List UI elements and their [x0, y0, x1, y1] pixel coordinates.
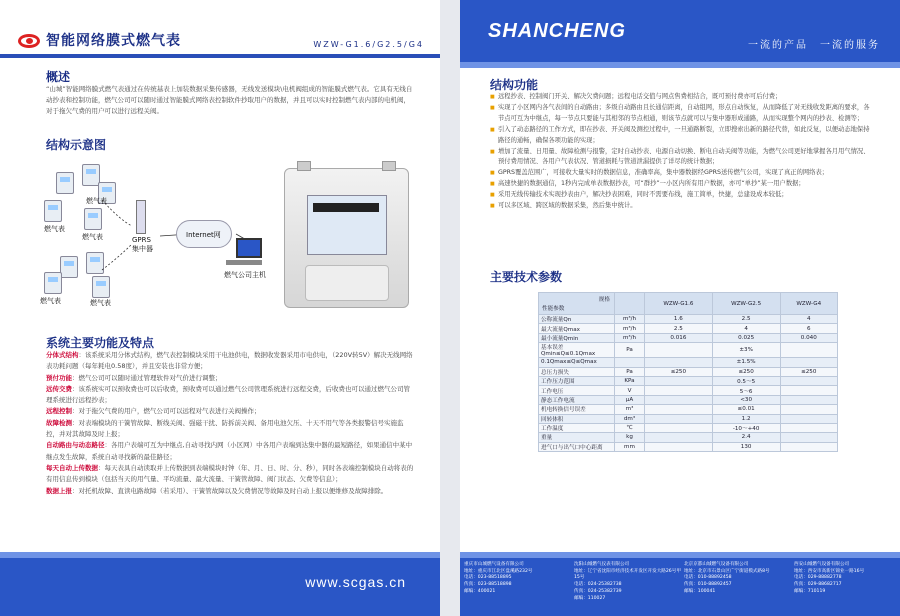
spec-cell — [645, 433, 713, 442]
feature-item: 远传交费：该系统实可以预收费也可以后收费，预收费可以通过燃气公司管理系统进行远程交费，后收费也可以通过燃气公司管理系统进行远程抄表； — [46, 384, 410, 405]
meter-counter — [313, 203, 379, 212]
spec-cell: ≤250 — [712, 367, 780, 376]
meter-inlet — [297, 161, 311, 171]
spec-row — [539, 315, 838, 324]
spec-cell — [645, 395, 713, 404]
function-item: ■ 采用无线传输技术实现抄表由户，解决抄表困难，同时不需要布线，施工简单，快捷，总建设成本较低； — [490, 190, 870, 201]
spec-cell — [645, 358, 713, 367]
spec-row — [539, 442, 838, 451]
spec-cell — [780, 386, 838, 395]
spec-cell: 公称流量Qn — [539, 315, 615, 324]
function-title: 结构功能 — [490, 78, 539, 92]
spec-cell: 总压力损失 — [539, 367, 615, 376]
spec-cell — [780, 414, 838, 423]
brand-logo: SHANCHENG — [488, 20, 626, 42]
spec-cell: dm³ — [615, 414, 645, 423]
spec-cell: V — [615, 386, 645, 395]
function-list — [490, 92, 870, 212]
spec-cell: 2.4 — [712, 433, 780, 442]
spec-cell — [645, 414, 713, 423]
gas-meter-photo — [284, 168, 409, 308]
spec-cell: 最大流量Qmax — [539, 324, 615, 333]
slogan: 一流的产品 一流的服务 — [748, 40, 880, 51]
address-block: 西安山城燃气设备有限公司 地址：西安市高新区锦业一路16号 电话：029-88882778 传真：029-88682717 邮编：710119 — [794, 562, 865, 594]
spec-cell: 4 — [780, 315, 838, 324]
spec-cell: 1.6 — [645, 315, 713, 324]
internet-label: Internet网 — [186, 231, 221, 239]
address-block: 重庆市山城燃气设备有限公司 地址：重庆市江北区盘溪路232号 电话：023-88518895 传真：023-88518898 邮编：400021 — [464, 562, 533, 594]
function-item: ■ 远程抄表、控制阀门开关、解决欠费问题；远程电话交值与网点售费相结合，既可预付费亦可后付费； — [490, 92, 870, 103]
spec-cell: 进气口与出气口中心距离 — [539, 442, 615, 451]
spec-cell: 2.5 — [712, 315, 780, 324]
spec-cell: 5～6 — [712, 386, 780, 395]
spec-cell — [645, 405, 713, 414]
computer-icon — [236, 238, 262, 258]
product-title: 智能网络膜式燃气表 — [46, 33, 181, 49]
spec-cell: 1.2 — [712, 414, 780, 423]
spec-row — [539, 376, 838, 385]
spec-cell: Pa — [615, 367, 645, 376]
spec-cell — [645, 386, 713, 395]
left-footer — [0, 552, 440, 616]
feature-item: 分体式结构：该系统采用分体式结构，燃气表控制模块采用干电池供电，数据收发器采用市电供电，（220V转5V）解决无线网络表功耗问题（每年耗电0.58度），并且安装也非常方便； — [46, 351, 413, 371]
spec-cell: 基本误差 Qmin≤Q≤0.1Qmax — [539, 343, 615, 358]
spec-cell — [645, 376, 713, 385]
spec-cell: kg — [615, 433, 645, 442]
spec-cell: ≤0.01 — [712, 405, 780, 414]
spec-row — [539, 343, 838, 358]
spec-row — [539, 324, 838, 333]
overview-title: 概述 — [46, 70, 71, 84]
spec-cell: 0.5～5 — [712, 376, 780, 385]
left-header — [0, 0, 440, 54]
spec-cell — [780, 358, 838, 367]
spec-cell: 130 — [712, 442, 780, 451]
concentrator-icon — [136, 200, 146, 234]
product-model: WZW-G1.6/G2.5/G4 — [313, 40, 424, 49]
page-gutter — [440, 0, 460, 616]
spec-row — [539, 433, 838, 442]
gprs-label: GPRS — [132, 236, 151, 244]
spec-cell: 工作压力范围 — [539, 376, 615, 385]
spec-row — [539, 414, 838, 423]
spec-cell — [615, 358, 645, 367]
spec-cell: Pa — [615, 343, 645, 358]
spec-cell: 工作温度 — [539, 423, 615, 432]
spec-cell: 机电转换信号误差 — [539, 405, 615, 414]
spec-cell — [645, 442, 713, 451]
feature-item: 故障检测：对表端模块的干簧管故障、断线关阀、强磁干扰、防拆前关阀、备用电池欠压、十天不用气等各类报警信号实施监控，并对其故障及时上报； — [46, 418, 404, 439]
address-block: 沈阳山城燃气仪表有限公司 地址：辽宁省沈阳市经济技术开发区开发大路26号甲15号 电话：024-25382738 传真：024-25382739 邮编：110027 — [574, 562, 681, 601]
feature-item: 每天自动上传数据：每天表具自动读取并上传数据到表端模块时钟（年、月、日、时、分、秒），同时各表端控制模块自动将表的有用信息传到模块（包括当天的用气量、平均流量、最大流量、干簧管故障、阀门状态、欠费等信息）； — [46, 463, 414, 484]
spec-cell: m³/h — [615, 333, 645, 342]
meter-label: 燃气表 — [40, 297, 61, 305]
spec-cell: μA — [615, 395, 645, 404]
spec-cell: ℃ — [615, 423, 645, 432]
spec-cell: 0.1Qmax≤Q≤Qmax — [539, 358, 615, 367]
spec-cell: m³ — [615, 405, 645, 414]
spec-cell: 回转体积 — [539, 414, 615, 423]
spec-cell: 2.5 — [645, 324, 713, 333]
function-item: ■ GPRS覆盖范围广，可接收大量实时的数据信息，准确率高，集中器数据经GPRS送传燃气公司，实现了真正的网络表； — [490, 168, 870, 179]
spec-cell: ≤250 — [780, 367, 838, 376]
meter-label: 燃气表 — [82, 233, 103, 241]
spec-cell — [780, 376, 838, 385]
header-divider — [0, 54, 440, 58]
spec-cell: 0.025 — [712, 333, 780, 342]
spec-cell: 6 — [780, 324, 838, 333]
features-title: 系统主要功能及特点 — [46, 336, 155, 350]
spec-cell: m³/h — [615, 315, 645, 324]
spec-cell — [780, 442, 838, 451]
feature-item: 自动路由与动态路径：各用户表端可互为中继点,自动寻找内网（小区网）中各用户表端到达集中器的最短路径，如果通信中某中继点发生故障，系统自动寻找新的最佳路径； — [46, 441, 413, 461]
spec-row — [539, 395, 838, 404]
function-item: ■ 可以多区域、跨区域的数据采集，然后集中统计。 — [490, 201, 870, 212]
right-header — [460, 0, 900, 62]
overview-text: “山城”智能网络膜式燃气表通过在传统基表上加装数据采集传感器，无线发送模块\电机阀组成的智能膜式燃气表。它具有无线自动抄表和控制功能，燃气公司可以随时通过智能膜式网络表控制软件抄取用户的数据，并且可以实时控制燃气表内部的电机阀，对于拖欠气费的用户可以进行远程关阀。 — [46, 85, 413, 115]
spec-row — [539, 423, 838, 432]
spec-cell — [645, 343, 713, 358]
spec-cell — [780, 395, 838, 404]
concentrator-label: 集中器 — [132, 245, 153, 253]
spec-row — [539, 358, 838, 367]
address-block: 北京京都山城燃气设备有限公司 地址：北京市石景山区广宁街道模式路8号 电话：010-88892458 传真：010-88892457 邮编：100041 — [684, 562, 770, 594]
right-footer — [460, 552, 900, 616]
spec-body — [539, 315, 838, 452]
right-page — [460, 0, 900, 616]
spec-cell: 重量 — [539, 433, 615, 442]
spec-cell — [780, 343, 838, 358]
function-item: ■ 引入了动态路径的工作方式，即在抄表、开关阀及测控过程中，一旦通路断裂，立即搜索出新的路径代替，如此反复，以便动态地保持路径的通畅，确保各项功能的实现； — [490, 125, 870, 147]
spec-cell: m³/h — [615, 324, 645, 333]
spec-row — [539, 333, 838, 342]
host-label: 燃气公司主机 — [224, 271, 266, 279]
spec-cell: 工作电压 — [539, 386, 615, 395]
spec-cell: 最小流量Qmin — [539, 333, 615, 342]
function-item: ■ 高速快捷的数据通信，1秒内完成单表数据抄表，可“群抄”一小区内所有用户数据，亦可“单抄”某一用户数据； — [490, 179, 870, 190]
spec-cell: 4 — [712, 324, 780, 333]
spec-cell: <30 — [712, 395, 780, 404]
spec-cell: ±3% — [712, 343, 780, 358]
spec-cell: -10～+40 — [712, 423, 780, 432]
spec-cell: 0.016 — [645, 333, 713, 342]
spec-cell — [780, 423, 838, 432]
spec-cell — [645, 423, 713, 432]
structure-diagram — [40, 160, 420, 310]
spec-cell — [780, 433, 838, 442]
spec-header-row: 规格 性能参数 WZW-G1.6 WZW-G2.5 WZW-G4 — [539, 293, 838, 315]
meter-base — [305, 265, 389, 301]
meter-outlet — [382, 161, 396, 171]
feature-item: 远程控制：对于拖欠气费的用户，燃气公司可以远程对气表进行关阀操作； — [46, 407, 261, 416]
function-item: ■ 实现了小区网内各气表间的自动路由；多级自动路由且长通信距离，自动组网，形点自动恢复，从而降低了对无线收发距离的要求，各节点可互为中继点，每一节点只要能与其相邻的节点相通，则该节点就可以与集中器形成通路，从而实现整个网内的抄表、检测等； — [490, 103, 870, 125]
feature-item: 预付功能：燃气公司可以随时通过管理软件对气价进行调整； — [46, 373, 222, 382]
company-logo-icon — [18, 34, 40, 48]
left-page — [0, 0, 440, 616]
spec-cell: ±1.5% — [712, 358, 780, 367]
spec-table — [538, 292, 838, 452]
keyboard-icon — [226, 260, 262, 265]
spec-cell: 0.040 — [780, 333, 838, 342]
spec-cell: 静态工作电流 — [539, 395, 615, 404]
features-list — [46, 350, 416, 497]
function-item: ■ 增加了流量、日用量、故障检测与报警，定时自动抄表、电源自动切换、断电自动关阀等功能，为燃气公司更好地掌握各月用气情况、预付费用情况、各用户气表状况、管道损耗与管道泄漏提供了详尽的统计数据； — [490, 147, 870, 169]
meter-label: 燃气表 — [90, 299, 111, 307]
spec-cell — [780, 405, 838, 414]
feature-item: 数据上报：对托机故障、直读电路故障（若采用）、干簧管故障以及欠费情况等故障及时自动上报以便维修及故障排除。 — [46, 486, 388, 495]
spec-row — [539, 367, 838, 376]
spec-cell: ≤250 — [645, 367, 713, 376]
spec-row — [539, 405, 838, 414]
spec-cell: KPa — [615, 376, 645, 385]
spec-row — [539, 386, 838, 395]
connection-lines — [40, 160, 280, 310]
spec-title: 主要技术参数 — [490, 270, 563, 284]
meter-label: 燃气表 — [86, 197, 107, 205]
website-link[interactable]: www.scgas.cn — [305, 574, 406, 590]
meter-label: 燃气表 — [44, 225, 65, 233]
diagram-title: 结构示意图 — [46, 138, 107, 152]
spec-cell: mm — [615, 442, 645, 451]
